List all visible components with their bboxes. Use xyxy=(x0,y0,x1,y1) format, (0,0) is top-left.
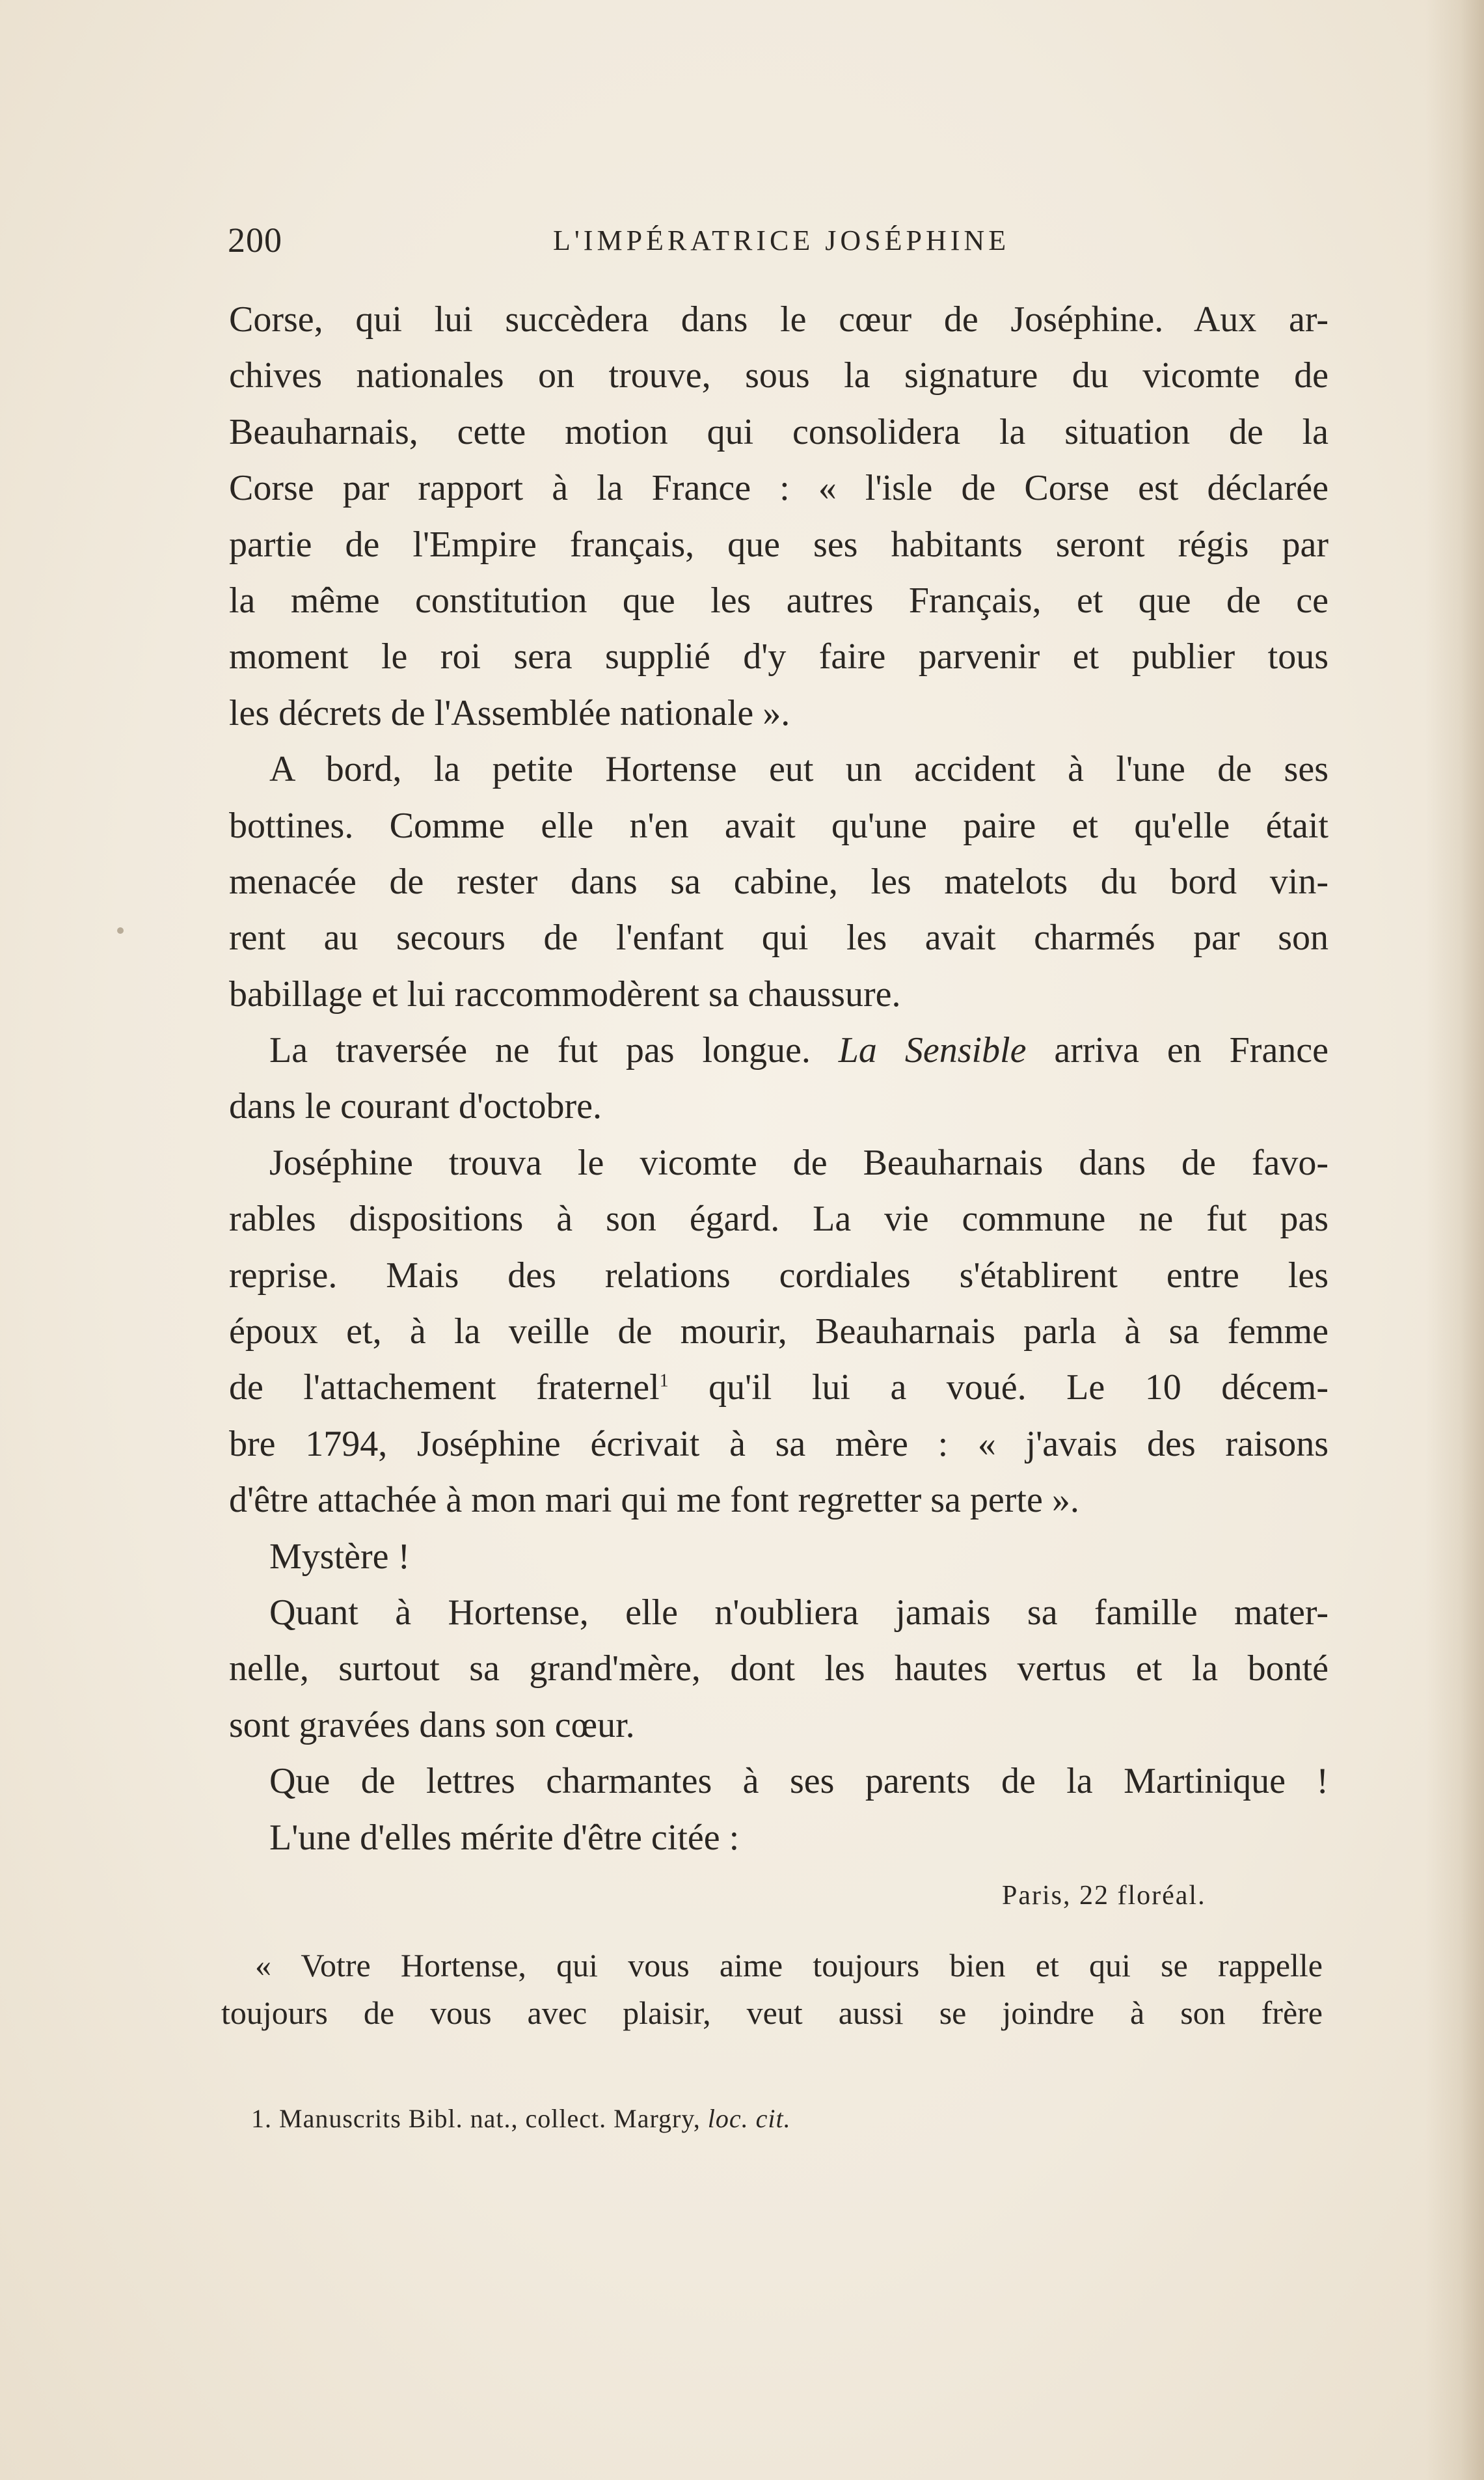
text-line: la même constitution que les autres Français, et que de ce xyxy=(229,580,1329,621)
text-line: L'une d'elles mérite d'être citée : xyxy=(269,1817,740,1858)
text-line: reprise. Mais des relations cordiales s'établirent entre les xyxy=(229,1255,1329,1296)
page-edge-shadow xyxy=(1425,0,1484,2480)
letter-line: toujours de vous avec plaisir, veut aussi se joindre à son frère xyxy=(221,1995,1323,2031)
text-segment: qu'il lui a voué. Le 10 décem- xyxy=(668,1367,1329,1408)
footnote-text: 1. Manuscrits Bibl. nat., collect. Margry, xyxy=(251,2104,708,2133)
text-line: époux et, à la veille de mourir, Beauharnais parla à sa femme xyxy=(229,1311,1329,1352)
text-segment: arriva en France xyxy=(1026,1030,1329,1071)
text-line: d'être attachée à mon mari qui me font regretter sa perte ». xyxy=(229,1480,1079,1521)
text-line: nelle, surtout sa grand'mère, dont les hautes vertus et la bonté xyxy=(229,1648,1329,1689)
text-line: rables dispositions à son égard. La vie commune ne fut pas xyxy=(229,1199,1329,1240)
page-number: 200 xyxy=(228,221,282,260)
text-line: Quant à Hortense, elle n'oubliera jamais sa famille mater- xyxy=(269,1592,1329,1633)
text-line: chives nationales on trouve, sous la signature du vicomte de xyxy=(229,355,1329,396)
text-segment: La traversée ne fut pas longue. xyxy=(269,1030,839,1071)
text-line: babillage et lui raccommodèrent sa chaussure. xyxy=(229,974,901,1015)
footnote-ref: 1 xyxy=(659,1370,669,1391)
text-line: Que de lettres charmantes à ses parents de la Martinique ! xyxy=(269,1761,1329,1802)
footnote-citation: loc. cit. xyxy=(707,2104,791,2133)
text-line xyxy=(229,1359,1329,1415)
text-line: Corse par rapport à la France : « l'isle de Corse est déclarée xyxy=(229,468,1329,509)
text-line: Beauharnais, cette motion qui consolidera la situation de la xyxy=(229,411,1329,452)
text-line: bottines. Comme elle n'en avait qu'une paire et qu'elle était xyxy=(229,805,1329,846)
text-line: partie de l'Empire français, que ses habitants seront régis par xyxy=(229,524,1329,565)
text-line: dans le courant d'octobre. xyxy=(229,1086,602,1127)
letter-dateline: Paris, 22 floréal. xyxy=(1002,1881,1206,1911)
text-line xyxy=(229,1022,1329,1078)
page-header xyxy=(228,220,1327,259)
letter-line: « Votre Hortense, qui vous aime toujours bien et qui se rappelle xyxy=(255,1947,1323,1983)
body-text xyxy=(229,292,1329,1866)
text-line: Mystère ! xyxy=(269,1536,411,1577)
text-line: Joséphine trouva le vicomte de Beauharnais dans de favo- xyxy=(269,1142,1329,1183)
text-line: rent au secours de l'enfant qui les avait charmés par son xyxy=(229,918,1329,959)
text-line: Corse, qui lui succèdera dans le cœur de Joséphine. Aux ar- xyxy=(229,299,1329,340)
text-line: les décrets de l'Assemblée nationale ». xyxy=(229,692,790,733)
text-line: menacée de rester dans sa cabine, les matelots du bord vin- xyxy=(229,861,1329,902)
running-title: L'IMPÉRATRICE JOSÉPHINE xyxy=(553,225,1010,256)
ship-name: La Sensible xyxy=(838,1030,1027,1071)
text-line: bre 1794, Joséphine écrivait à sa mère : « j'avais des raisons xyxy=(229,1423,1329,1464)
text-line: A bord, la petite Hortense eut un accident à l'une de ses xyxy=(269,749,1329,790)
text-line: moment le roi sera supplié d'y faire parvenir et publier tous xyxy=(229,636,1329,677)
text-segment: de l'attachement fraternel xyxy=(229,1367,660,1408)
text-line: sont gravées dans son cœur. xyxy=(229,1704,635,1745)
paper-speck xyxy=(117,927,124,934)
letter-quote xyxy=(221,1942,1323,2037)
footnote xyxy=(251,2103,791,2134)
